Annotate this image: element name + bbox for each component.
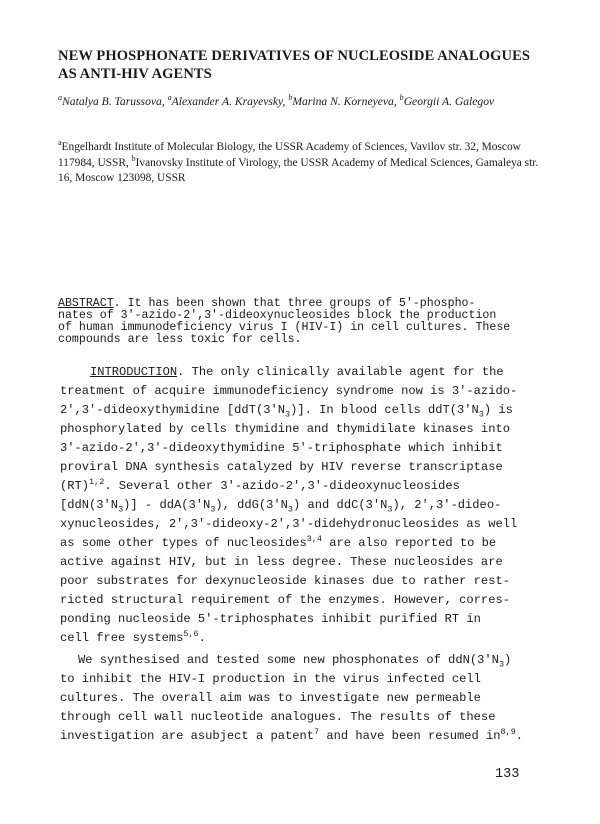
paper-title: NEW PHOSPHONATE DERIVATIVES OF NUCLEOSIDE ANALOGUES AS ANTI-HIV AGENTS	[58, 48, 531, 82]
intro-line: ricted structural requirement of the enzymes. However, corres-	[60, 593, 510, 607]
citation: 5,6	[183, 628, 199, 639]
affiliation-mark: b	[399, 93, 404, 103]
body-line: to inhibit the HIV-I production in the virus infected cell	[60, 672, 481, 686]
intro-line: $[ddN(3'N_3)] - ddA(3'N_3)$, $ddG(3'N_3)$ and $ddC(3'N_3)$, 2',3'-dideo-	[60, 498, 502, 515]
citation: 7	[314, 726, 320, 737]
intro-heading: INTRODUCTION	[90, 365, 178, 379]
intro-line: active against HIV, but in less degree. These nucleosides are	[60, 555, 503, 569]
affiliation-mark: b	[131, 153, 136, 163]
affiliation-mark: b	[288, 93, 293, 103]
abstract-line: nates of 3'-azido-2',3'-dideoxynucleosides block the production	[58, 309, 497, 322]
intro-line: poor substrates for dexynucleoside kinases due to rather rest-	[60, 574, 510, 588]
author-name: Marina N. Korneyeva	[292, 95, 394, 108]
affiliation-mark: a	[167, 93, 172, 103]
citation: 3,4	[306, 533, 323, 544]
citation: 8,9	[500, 726, 516, 737]
abstract-heading: ABSTRACT	[58, 297, 114, 310]
intro-line: cell free systems$^{5,6}$.	[60, 628, 206, 645]
abstract-line: compounds are less toxic for cells.	[58, 333, 302, 346]
intro-line: (RT)$^{1,2}$. Several other 3'-azido-2',3'-dideoxynucleosides	[60, 476, 460, 493]
body-line: We synthesised and tested some new phosphonates of $ddN(3'N_3)$	[78, 653, 512, 670]
body-line: cultures. The overall aim was to investigate new permeable	[60, 691, 481, 705]
affiliations	[58, 140, 542, 187]
author-name: Natalya B. Tarussova	[62, 95, 162, 108]
affiliation-text: Ivanovsky Institute of Virology, the USSR Academy of Medical Sciences, Gamaleya str. 16, Moscow 123098, USSR	[58, 156, 539, 184]
affiliation-text: Engelhardt Institute of Molecular Biology, the USSR Academy of Sciences, Vavilov str. 32, Moscow 117984, USSR,	[58, 141, 521, 169]
body-line: through cell wall nucleotide analogues. The results of these	[60, 710, 496, 724]
intro-line: phosphorylated by cells thymidine and thymidilate kinases into	[60, 422, 510, 436]
author-list: $^a$Natalya B. Tarussova, $^a$Alexander A. Krayevsky, $^b$Marina N. Korneyeva, $^b$Georgii A. Galegov	[58, 93, 495, 108]
intro-line: INTRODUCTION. The only clinically available agent for the	[90, 365, 504, 379]
abstract-line: ABSTRACT. It has been shown that three groups of 5'-phospho-	[58, 297, 476, 310]
affiliation-mark: a	[58, 138, 62, 148]
intro-line: 2',3'-dideoxythymidine $[ddT(3'N_3)]$. In blood cells $ddT(3'N_3)$ is	[60, 403, 513, 420]
intro-line: as some other types of nucleosides$^{3,4}$ are also reported to be	[60, 533, 497, 550]
page-number: 133	[495, 767, 520, 782]
affiliation-mark: a	[58, 93, 63, 103]
body-line: investigation are asubject a patent$^7$ and have been resumed in$^{8,9}$.	[60, 726, 524, 743]
intro-line: 3'-azido-2',3'-dideoxythymidine 5'-triphosphate which inhibit	[60, 441, 503, 455]
author-name: Alexander A. Krayevsky	[171, 95, 283, 108]
intro-line: xynucleosides, 2',3'-dideoxy-2',3'-didehydronucleosides as well	[60, 517, 518, 531]
citation: 1,2	[89, 476, 105, 487]
intro-line: proviral DNA synthesis catalyzed by HIV reverse transcriptase	[60, 460, 503, 474]
author-name: Georgii A. Galegov	[403, 95, 495, 108]
intro-line: ponding nucleoside 5'-triphosphates inhibit purified RT in	[60, 612, 481, 626]
intro-line: treatment of acquire immunodeficiency syndrome now is 3'-azido-	[60, 384, 518, 398]
abstract-line: of human immunodeficiency virus I (HIV-I) in cell cultures. These	[58, 321, 511, 334]
